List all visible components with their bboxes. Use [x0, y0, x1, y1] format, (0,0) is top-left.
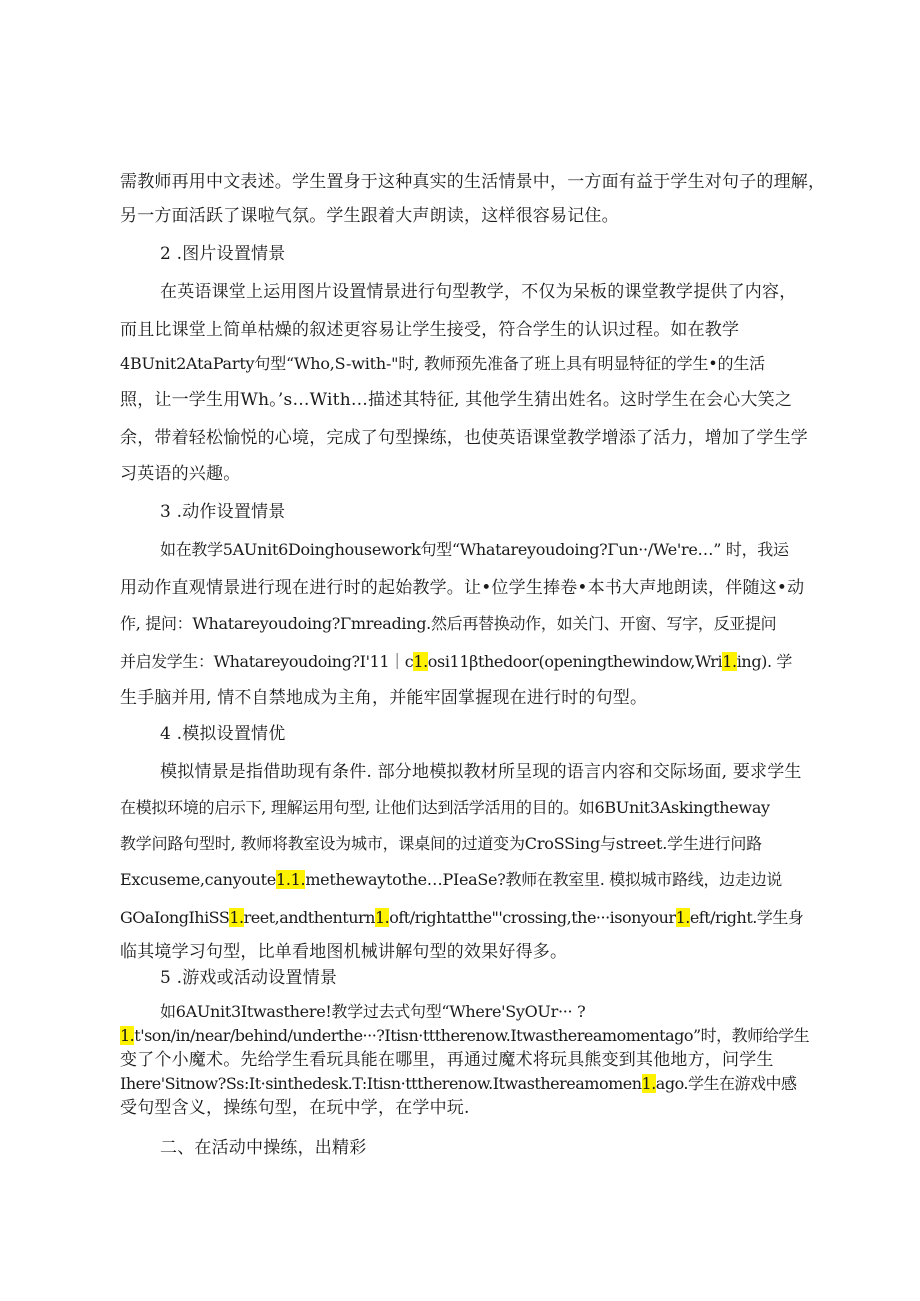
highlight-mark: 1. [722, 652, 737, 671]
text-span: ing). 学 [736, 652, 792, 671]
highlight-mark: 1. [374, 908, 390, 927]
body-line: 生手脑并用, 情不自禁地成为主角，并能牢固掌握现在进行时的句型。 [120, 688, 648, 708]
body-line: 受句型含义，操练句型，在玩中学，在学中玩. [120, 1098, 470, 1118]
highlight-mark: 1. [413, 652, 428, 671]
text-span: t'son/in/near/behind/underthe···?Itisn·tttherenow.Itwasthereamomentago”时，教师给学生 [134, 1026, 810, 1045]
text-span: GOaIongIhiSS [120, 908, 230, 927]
body-line: 而且比课堂上简单枯燥的叙述更容易让学生接受，符合学生的认识过程。如在教学 [120, 320, 740, 340]
body-line: 如6AUnit3Itwasthere!教学过去式句型“Where'SyOUr··· ? [160, 1002, 586, 1021]
body-line: 如在教学5AUnit6Doinghousework句型“Whatareyoudoing?Γun··/We're…” 时，我运 [160, 540, 789, 559]
body-line: 余，带着轻松愉悦的心境，完成了句型操练，也使英语课堂教学增添了活力，增加了学生学 [120, 428, 808, 448]
body-line: 在英语课堂上运用图片设置情景进行句型教学，不仅为呆板的课堂教学提供了内容， [160, 282, 797, 302]
body-line: 作, 提问：Whatareyoudoing?Γmreading.然后再替换动作，如关门、开窗、写字，反亚提问 [120, 614, 777, 633]
body-line: 需教师再用中文表述。学生置身于这种真实的生活情景中，一方面有益于学生对句子的理解， [120, 172, 826, 192]
highlight-mark: 1. [641, 1074, 656, 1093]
section-heading-3: 3 .动作设置情景 [160, 502, 286, 522]
body-line [120, 1072, 797, 1096]
body-line: 用动作直观情景进行现在进行时的起始教学。让•位学生捧卷•本书大声地朗读，伴随这•动 [120, 578, 805, 598]
body-line [120, 650, 792, 674]
body-line: 变了个小魔术。先给学生看玩具能在哪里，再通过魔术将玩具熊变到其他地方，问学生 [120, 1050, 774, 1070]
body-line: 模拟情景是指借助现有条件. 部分地模拟教材所呈现的语言内容和交际场面, 要求学生 [160, 762, 802, 782]
text-span: ago.学生在游戏中感 [655, 1074, 797, 1093]
body-line: 另一方面活跃了课啦气氛。学生跟着大声朗读，这样很容易记住。 [120, 206, 619, 226]
highlight-mark: 1. [120, 1026, 135, 1045]
text-span: methewaytothe…PIeaSe?教师在教室里. 模拟城市路线，边走边说 [305, 870, 782, 889]
text-span: eft/right.学生身 [689, 908, 804, 927]
highlight-mark: 1.1. [275, 870, 306, 889]
body-line: 临其境学习句型，比单看地图机械讲解句型的效果好得多。 [120, 942, 568, 962]
body-line: 教学问路句型时, 教师将教室设为城市，课桌间的过道变为CroSSing与street.学生进行问路 [120, 834, 762, 853]
body-line: 照，让一学生用Wh。’s…With…描述其特征, 其他学生猜出姓名。这时学生在会心大笑之 [120, 390, 793, 410]
section-heading-5: 5 .游戏或活动设置情景 [160, 968, 338, 988]
section-heading-4: 4 .模拟设置情优 [160, 724, 286, 744]
body-line: 习英语的兴趣。 [120, 464, 241, 484]
highlight-mark: 1. [675, 908, 690, 927]
text-span: oft/rightatthe"'crossing,the···isonyour [389, 908, 676, 927]
text-span: osi11βthedoor(openingthewindow,Wri [427, 652, 723, 671]
body-line [120, 868, 782, 892]
body-line [120, 1024, 809, 1048]
body-line: 4BUnit2AtaParty句型“Who,S-with-"时, 教师预先准备了班上具有明显特征的学生•的生活 [120, 354, 765, 373]
text-span: Excuseme,canyoute [120, 870, 276, 889]
section-heading-2: 2 .图片设置情景 [160, 244, 286, 264]
body-line: 在模拟环境的启示下, 理解运用句型, 让他们达到活学活用的目的。如6BUnit3Askingtheway [120, 798, 770, 817]
body-line [120, 906, 803, 930]
section-heading-ii: 二、在活动中操练，出精彩 [160, 1138, 367, 1158]
highlight-mark: 1. [229, 908, 244, 927]
text-span: 并启发学生：Whatareyoudoing?I'11｜c [120, 652, 414, 671]
text-span: Ihere'Sitnow?Ss:It·sinthedesk.T:Itisn·tttherenow.Itwasthereamomen [120, 1074, 642, 1093]
text-span: reet,andthenturn [243, 908, 375, 927]
